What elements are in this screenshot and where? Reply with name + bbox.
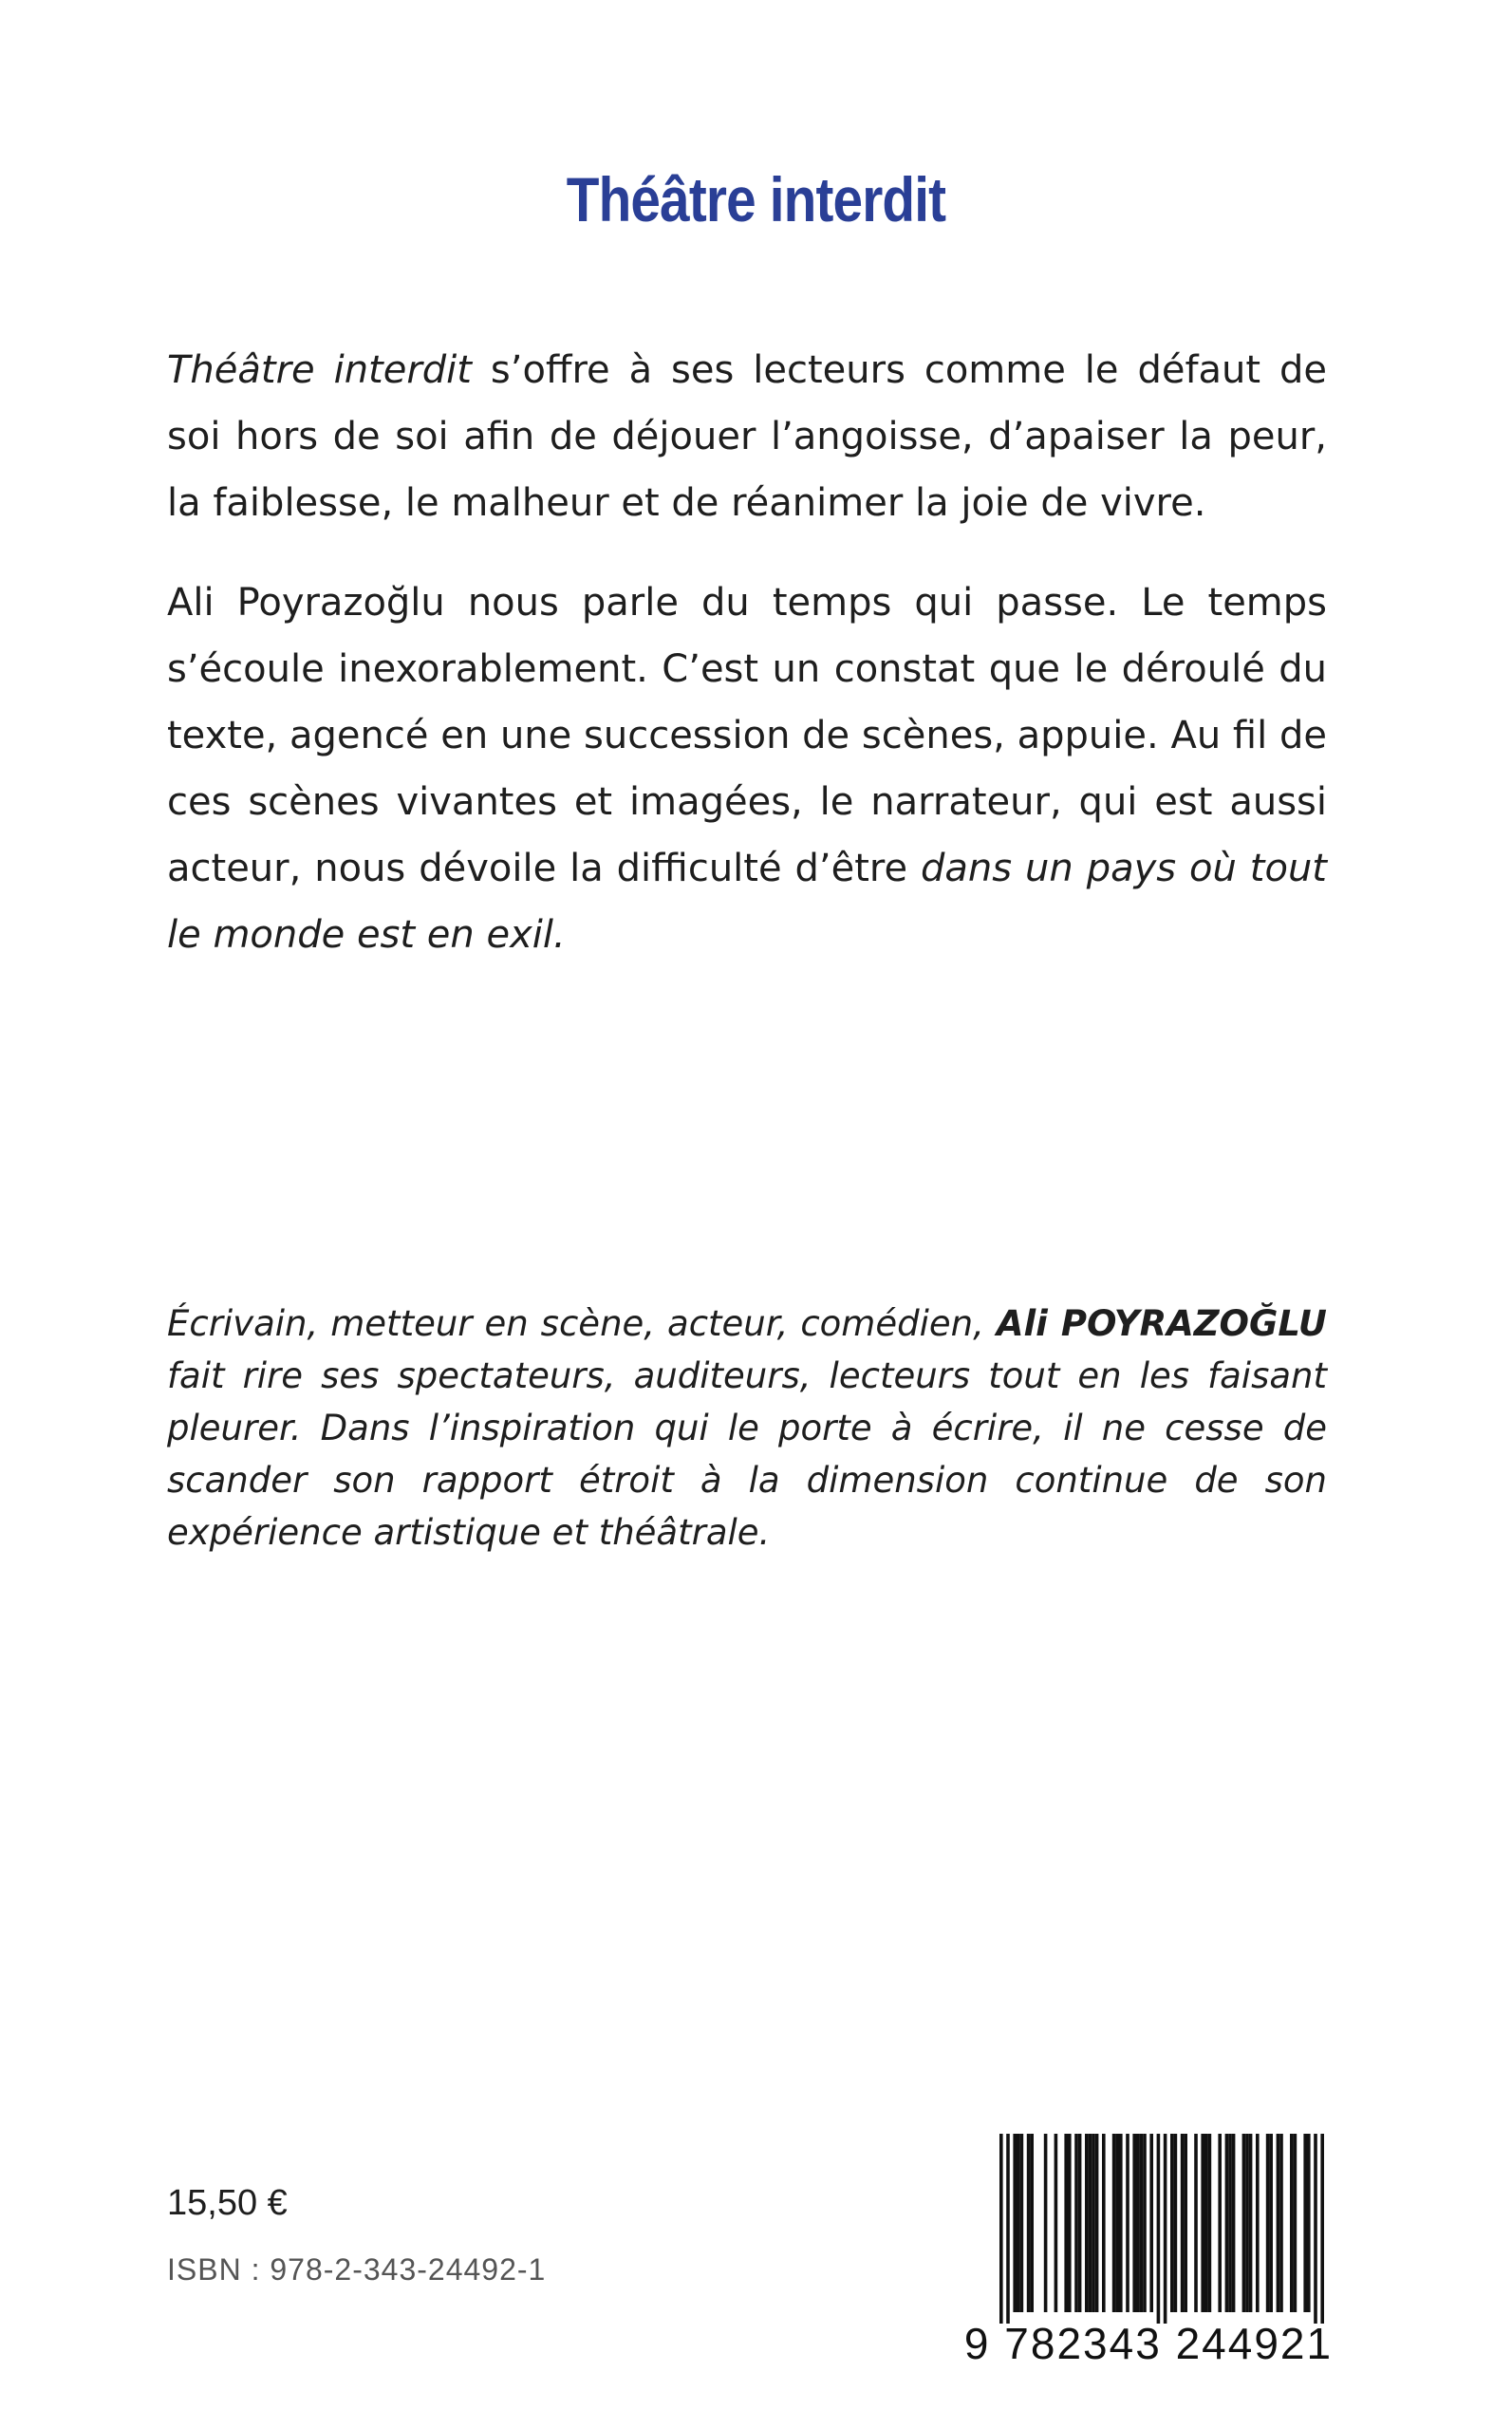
barcode-guard-bar (1320, 2134, 1324, 2324)
barcode-bar (1092, 2134, 1095, 2312)
description-paragraph-1-text: s’offre à ses lecteurs comme le défaut de soi hors de soi afin de déjouer l’angoisse, d’apaiser la peur, la faiblesse, le malheur et de réanimer la joie de vivre. (167, 348, 1327, 525)
barcode-bar (1303, 2134, 1307, 2312)
isbn: ISBN : 978-2-343-24492-1 (167, 2252, 547, 2287)
barcode-bar (1279, 2134, 1283, 2312)
barcode-bar (1294, 2134, 1297, 2312)
description-paragraph-1 (167, 337, 1327, 536)
barcode-bar (1228, 2134, 1232, 2312)
barcode-bar (1232, 2134, 1236, 2312)
barcode-bar (1256, 2134, 1260, 2312)
description-title-italic: Théâtre interdit (167, 348, 472, 392)
price: 15,50 € (167, 2183, 288, 2223)
barcode-digits: 9 782343 244921 (963, 2319, 1334, 2368)
barcode-bar (1194, 2134, 1198, 2312)
barcode-bar (1044, 2134, 1048, 2312)
barcode-bar (1055, 2134, 1058, 2312)
barcode-bar (1017, 2134, 1020, 2312)
barcode-bar (1020, 2134, 1024, 2312)
barcode-bar (1181, 2134, 1185, 2312)
barcode-bar (1132, 2134, 1136, 2312)
barcode-bar (1140, 2134, 1144, 2312)
barcode-bar (1112, 2134, 1116, 2312)
barcode-bar (1242, 2134, 1246, 2312)
barcode (949, 2134, 1348, 2381)
description-paragraph-2-italic: dans un pays où tout le monde est en exil. (167, 847, 1327, 957)
barcode-bar (1089, 2134, 1092, 2312)
barcode-bar (1245, 2134, 1249, 2312)
barcode-bar (1085, 2134, 1089, 2312)
barcode-bar (1269, 2134, 1273, 2312)
barcode-bar (1174, 2134, 1178, 2312)
barcode-guard-bar (1157, 2134, 1161, 2324)
barcode-bar (1115, 2134, 1119, 2312)
barcode-bar (1208, 2134, 1212, 2312)
description-paragraph-2 (167, 570, 1327, 968)
barcode-bar (1027, 2134, 1031, 2312)
barcode-bar (1149, 2134, 1153, 2312)
barcode-bar (1170, 2134, 1174, 2312)
barcode-bar (1064, 2134, 1068, 2312)
barcode-bar (1119, 2134, 1123, 2312)
barcode-guard-bar (1006, 2134, 1010, 2324)
barcode-bar (1143, 2134, 1147, 2312)
barcode-bar (1249, 2134, 1253, 2312)
barcode-bar (1184, 2134, 1187, 2312)
book-title: Théâtre interdit (566, 164, 946, 234)
description-paragraph-2-text: Ali Poyrazoğlu nous parle du temps qui passe. Le temps s’écoule inexorablement. C’est un constat que le déroulé du texte, agencé en une succession de scènes, appuie. Au fil de ces scènes vivantes et imagées, le narrateur, qui est aussi acteur, nous dévoile la difficulté d’être (167, 581, 1327, 890)
barcode-bar (1136, 2134, 1140, 2312)
author-bio (167, 1298, 1327, 1559)
barcode-bar (1204, 2134, 1208, 2312)
barcode-guard-bar (1164, 2134, 1167, 2324)
author-bio-text: fait rire ses spectateurs, auditeurs, lecteurs tout en les faisant pleurer. Dans l’inspiration qui le porte à écrire, il ne cesse de scander son rapport étroit à la dimension continue de son expérience artistique et théâtrale. (167, 1355, 1327, 1553)
barcode-bars (949, 2134, 1348, 2324)
barcode-bar (1266, 2134, 1270, 2312)
barcode-bar (1307, 2134, 1311, 2312)
barcode-bar (1102, 2134, 1106, 2312)
barcode-bar (1095, 2134, 1099, 2312)
barcode-bar (1201, 2134, 1204, 2312)
barcode-bar (1078, 2134, 1082, 2312)
barcode-bar (1218, 2134, 1222, 2312)
barcode-bar (1277, 2134, 1280, 2312)
barcode-bar (1225, 2134, 1229, 2312)
barcode-bar (1030, 2134, 1034, 2312)
barcode-guard-bar (1314, 2134, 1317, 2324)
author-name: Ali POYRAZOĞLU (996, 1303, 1327, 1344)
barcode-bar (1013, 2134, 1017, 2312)
barcode-bar (1068, 2134, 1072, 2312)
barcode-bar (1126, 2134, 1129, 2312)
barcode-bar (1074, 2134, 1078, 2312)
barcode-bar (1290, 2134, 1294, 2312)
barcode-guard-bar (999, 2134, 1003, 2324)
author-bio-intro: Écrivain, metteur en scène, acteur, comédien, (167, 1303, 997, 1344)
